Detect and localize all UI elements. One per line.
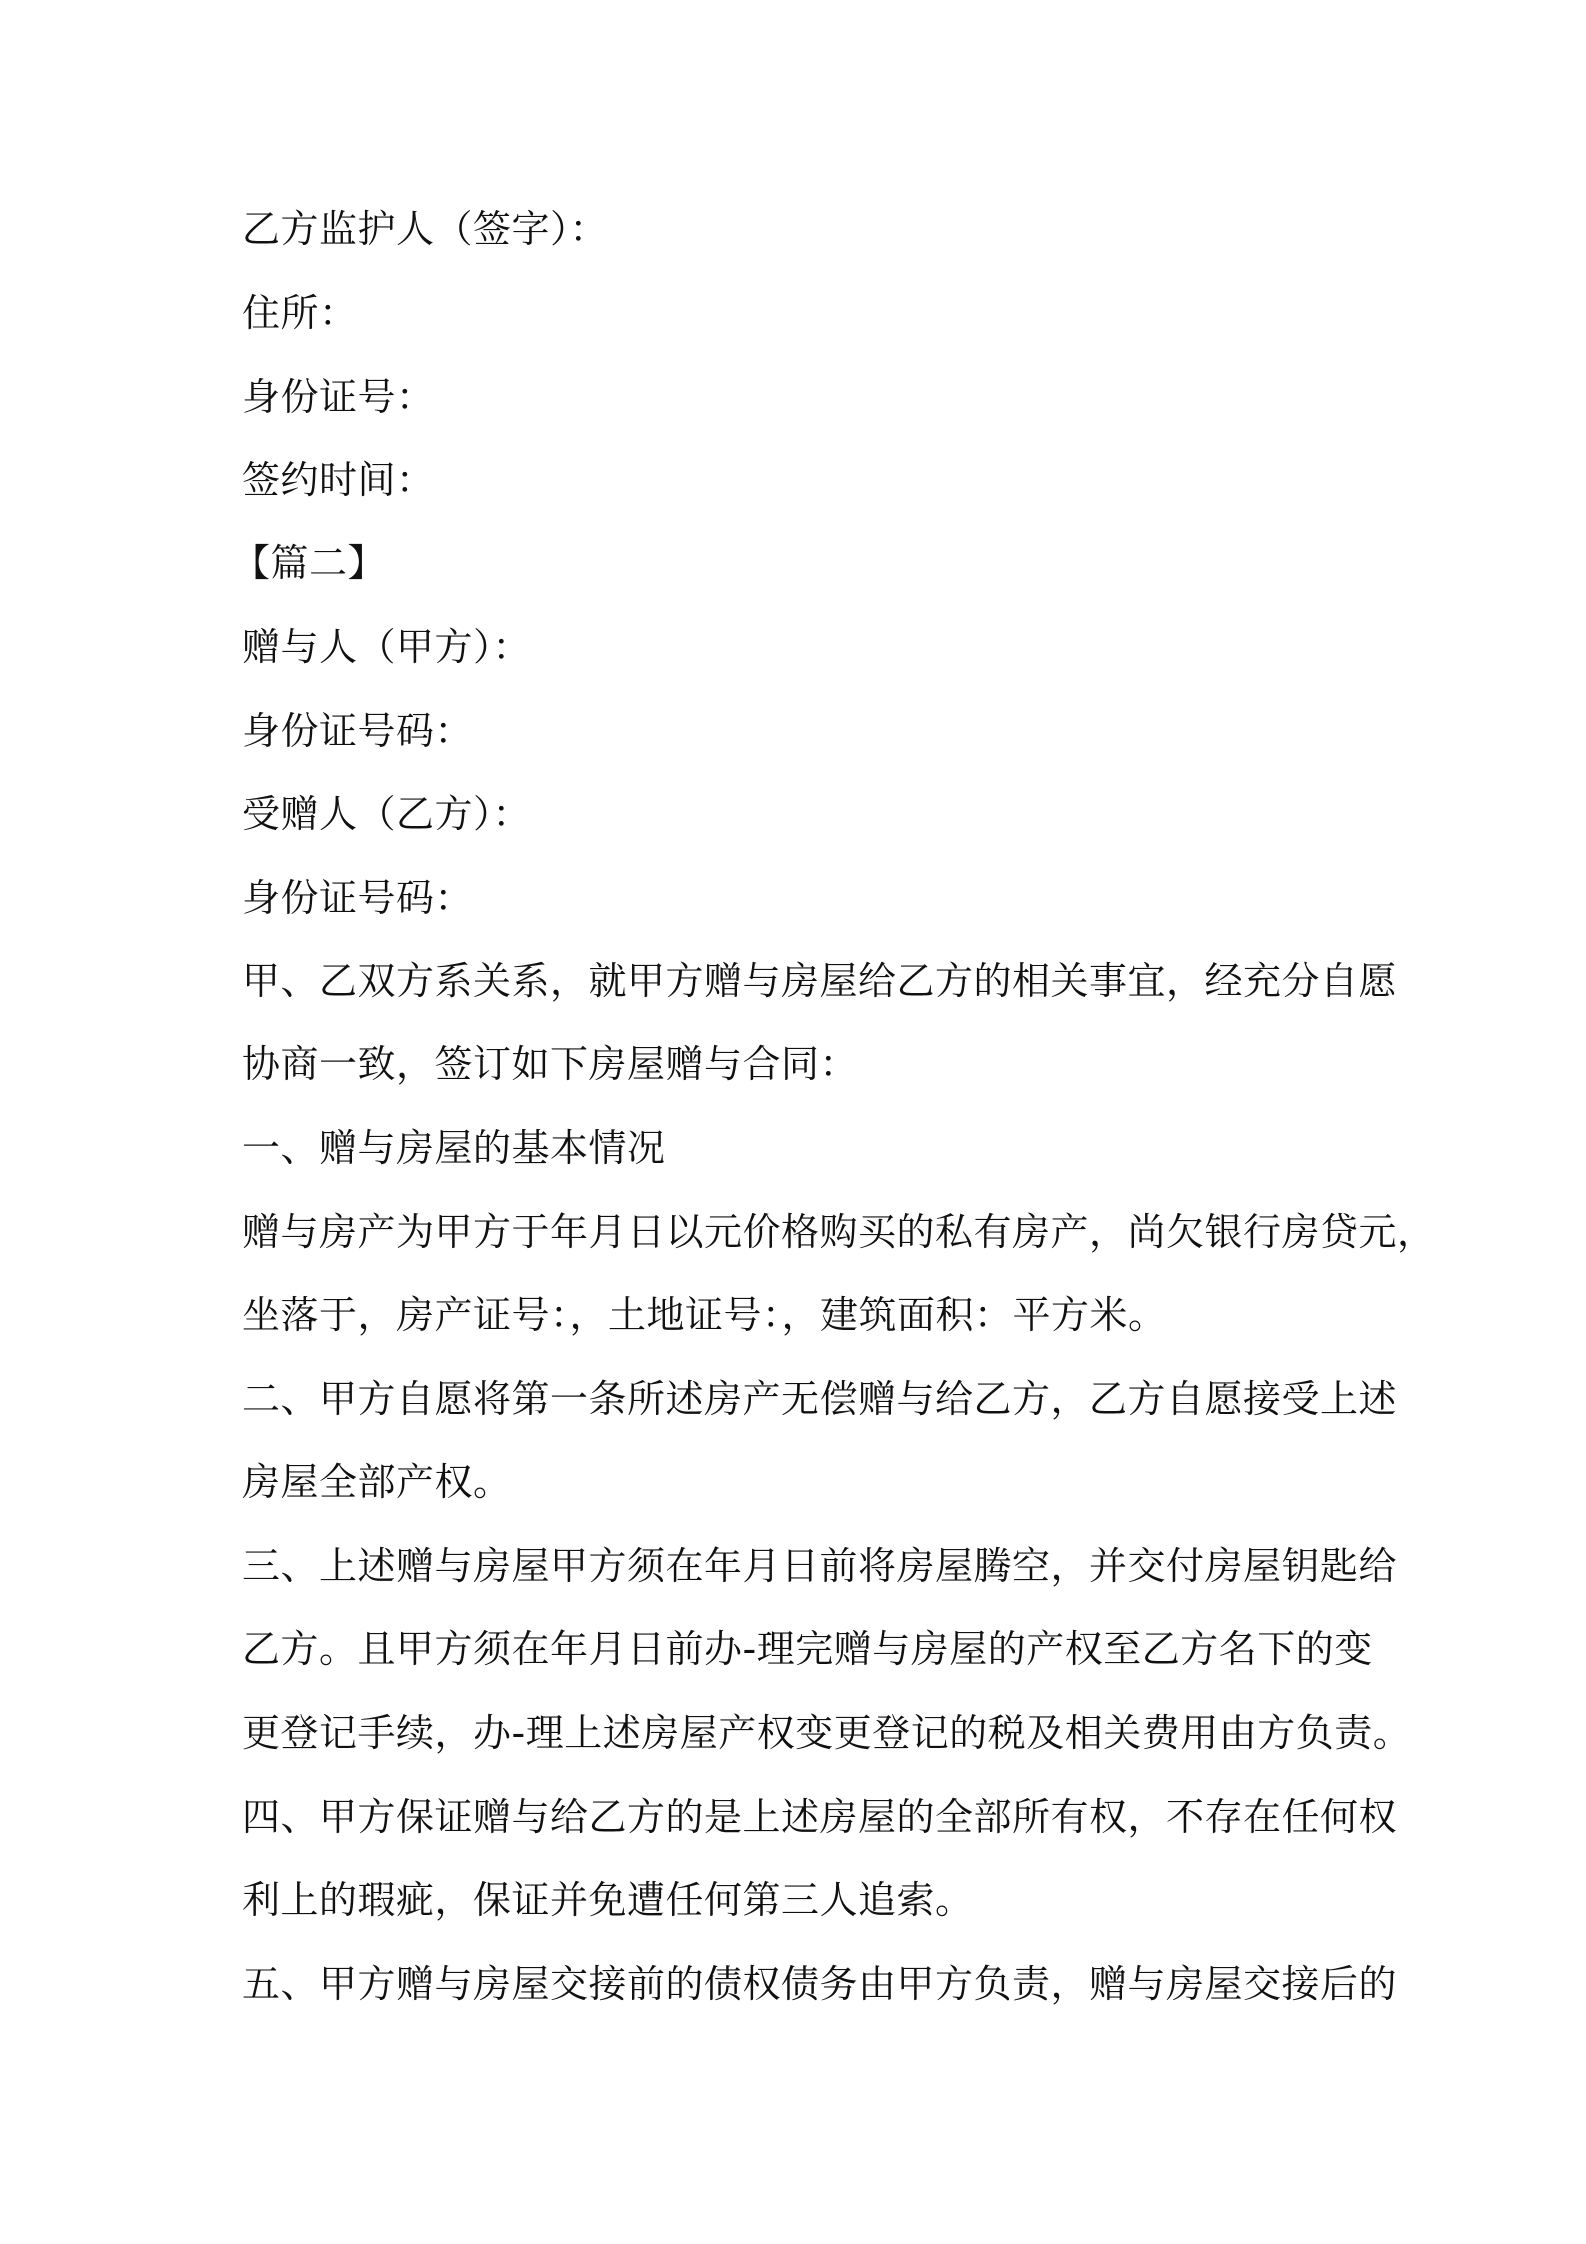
clause-line: 五、甲方赠与房屋交接前的债权债务由甲方负责，赠与房屋交接后的 — [242, 1962, 1398, 2006]
paragraph-line: 房屋全部产权。 — [242, 1460, 512, 1504]
clause-line: 四、甲方保证赠与给乙方的是上述房屋的全部所有权，不存在任何权 — [242, 1795, 1398, 1839]
paragraph-line: 利上的瑕疵，保证并免遭任何第三人追索。 — [242, 1878, 974, 1922]
paragraph-line: 协商一致，签订如下房屋赠与合同： — [242, 1042, 859, 1086]
address-line: 住所： — [242, 291, 358, 335]
donee-line: 受赠人（乙方）： — [242, 792, 532, 836]
clause-line: 三、上述赠与房屋甲方须在年月日前将房屋腾空，并交付房屋钥匙给 — [242, 1544, 1398, 1588]
paragraph-line: 更登记手续，办-理上述房屋产权变更登记的税及相关费用由方负责。 — [242, 1711, 1412, 1755]
paragraph-line: 乙方。且甲方须在年月日前办-理完赠与房屋的产权至乙方名下的变 — [242, 1627, 1373, 1671]
guardian-signature-line: 乙方监护人（签字）： — [242, 207, 609, 251]
donor-id-line: 身份证号码： — [242, 709, 474, 753]
signing-date-line: 签约时间： — [242, 458, 435, 502]
donee-id-line: 身份证号码： — [242, 876, 474, 920]
paragraph-line: 坐落于，房产证号：，土地证号：，建筑面积：平方米。 — [242, 1293, 1167, 1337]
donor-line: 赠与人（甲方）： — [242, 625, 532, 669]
section-heading: 【篇二】 — [232, 541, 387, 585]
paragraph-line: 甲、乙双方系关系，就甲方赠与房屋给乙方的相关事宜，经充分自愿 — [242, 959, 1398, 1003]
id-number-line: 身份证号： — [242, 375, 435, 419]
paragraph-line: 赠与房产为甲方于年月日以元价格购买的私有房产，尚欠银行房贷元， — [242, 1210, 1436, 1254]
clause-heading: 一、赠与房屋的基本情况 — [242, 1126, 666, 1170]
clause-line: 二、甲方自愿将第一条所述房产无偿赠与给乙方，乙方自愿接受上述 — [242, 1377, 1398, 1421]
